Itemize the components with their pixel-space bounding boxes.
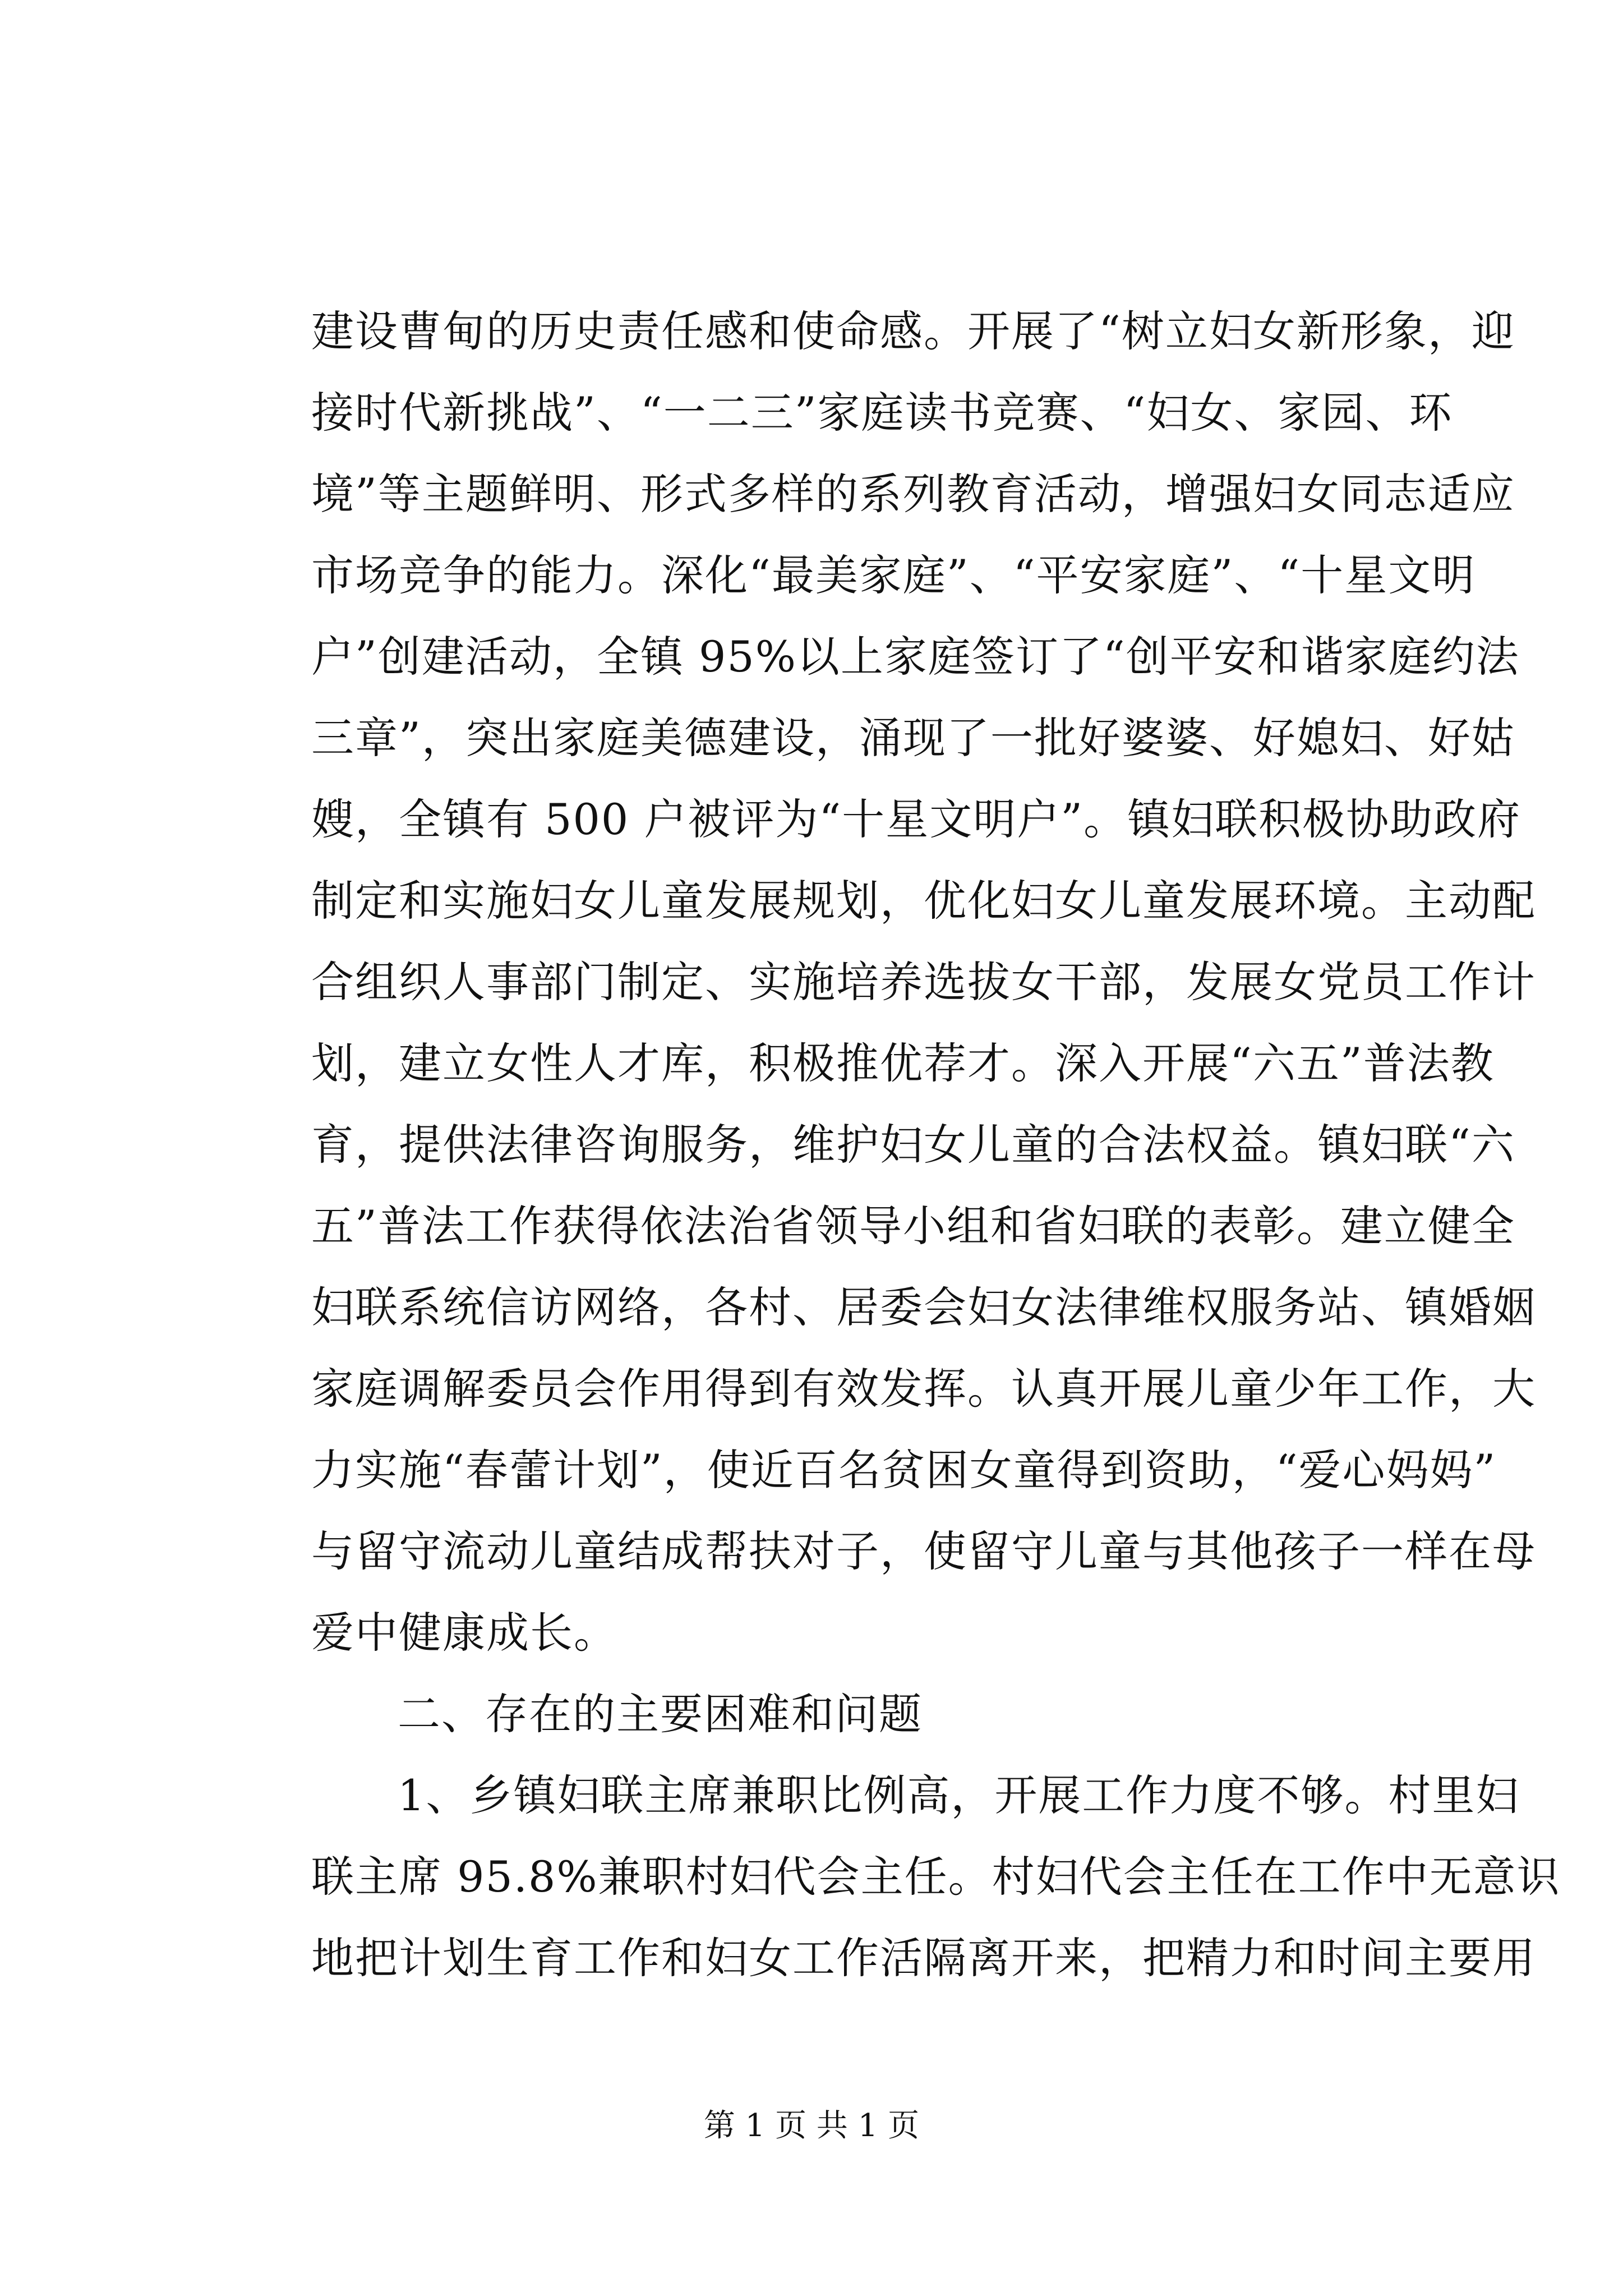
text-line: 境”等主题鲜明、形式多样的系列教育活动，增强妇女同志适应	[311, 469, 1515, 519]
text-line: 接时代新挑战”、“一二三”家庭读书竞赛、“妇女、家园、环	[311, 388, 1453, 438]
text-line: 爱中健康成长。	[311, 1608, 617, 1658]
text-line: 合组织人事部门制定、实施培养选拔女干部，发展女党员工作计	[311, 957, 1536, 1007]
text-line: 地把计划生育工作和妇女工作活隔离开来，把精力和时间主要用	[311, 1933, 1536, 1983]
text-line: 五”普法工作获得依法治省领导小组和省妇联的表彰。建立健全	[311, 1201, 1515, 1251]
document-body	[311, 291, 1561, 1999]
text-line: 联主席 95.8%兼职村妇代会主任。村妇代会主任在工作中无意识	[311, 1852, 1561, 1902]
text-line: 育，提供法律咨询服务，维护妇女儿童的合法权益。镇妇联“六	[311, 1120, 1515, 1170]
section-heading: 二、存在的主要困难和问题	[398, 1689, 923, 1739]
text-line: 妇联系统信访网络，各村、居委会妇女法律维权服务站、镇婚姻	[311, 1282, 1536, 1332]
text-line: 力实施“春蕾计划”，使近百名贫困女童得到资助，“爱心妈妈”	[311, 1445, 1497, 1495]
text-line: 嫂，全镇有 500 户被评为“十星文明户”。镇妇联积极协助政府	[311, 794, 1521, 844]
text-line: 划，建立女性人才库，积极推优荐才。深入开展“六五”普法教	[311, 1038, 1495, 1088]
text-line: 制定和实施妇女儿童发展规划，优化妇女儿童发展环境。主动配	[311, 876, 1536, 926]
text-line: 建设曹甸的历史责任感和使命感。开展了“树立妇女新形象，迎	[311, 306, 1515, 356]
text-line: 与留守流动儿童结成帮扶对子，使留守儿童与其他孩子一样在母	[311, 1526, 1536, 1576]
text-line: 市场竞争的能力。深化“最美家庭”、“平安家庭”、“十星文明	[311, 550, 1476, 600]
text-line: 三章”，突出家庭美德建设，涌现了一批好婆婆、好媳妇、好姑	[311, 713, 1515, 763]
text-line: 户”创建活动，全镇 95%以上家庭签订了“创平安和谐家庭约法	[311, 632, 1520, 682]
page-number-footer: 第 1 页 共 1 页	[703, 2108, 920, 2144]
text-line: 1、乡镇妇联主席兼职比例高，开展工作力度不够。村里妇	[398, 1770, 1520, 1820]
text-line: 家庭调解委员会作用得到有效发挥。认真开展儿童少年工作，大	[311, 1364, 1536, 1414]
